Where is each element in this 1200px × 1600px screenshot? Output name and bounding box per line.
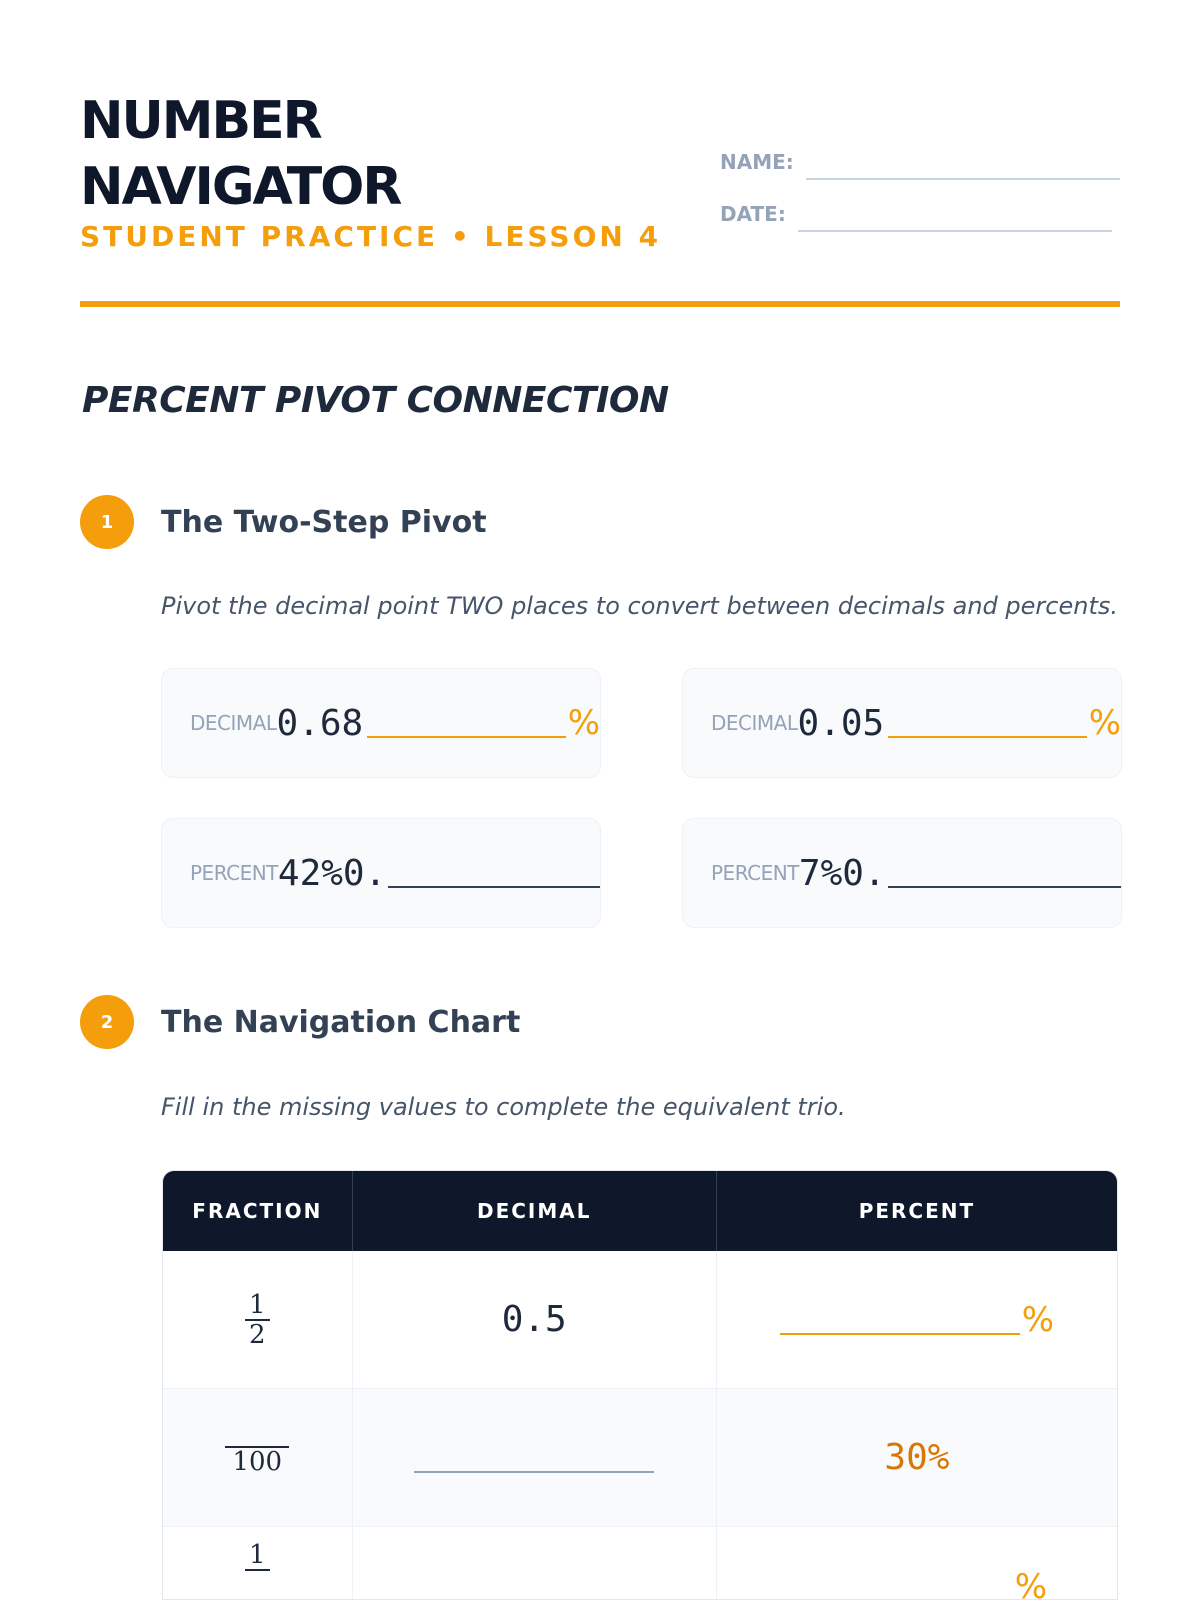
fraction-cell <box>163 1389 353 1526</box>
step-1-badge: 1 <box>80 495 134 549</box>
navigation-chart-table <box>162 1170 1118 1600</box>
pivot-card-4 <box>682 818 1122 928</box>
pivot-card-3 <box>161 818 601 928</box>
percent-sign: % <box>1021 1299 1055 1340</box>
decimal-cell <box>353 1527 717 1600</box>
pivot-card-2 <box>682 668 1122 778</box>
decimal-value: 0.5 <box>501 1299 567 1340</box>
date-label: DATE: <box>720 202 786 226</box>
denominator: 2 <box>249 1319 266 1350</box>
section-title: PERCENT PIVOT CONNECTION <box>82 380 669 421</box>
percent-cell <box>717 1527 1117 1600</box>
percent-sign: % <box>1014 1567 1047 1600</box>
header-divider <box>80 301 1120 307</box>
table-row <box>163 1389 1117 1527</box>
pivot-card-1 <box>161 668 601 778</box>
decimal-blank[interactable] <box>414 1443 654 1473</box>
table-row <box>163 1251 1117 1389</box>
step-2-heading <box>80 995 520 1049</box>
answer-blank[interactable] <box>888 708 1087 738</box>
fraction <box>245 1291 270 1349</box>
step-1-instruction: Pivot the decimal point TWO places to convert between decimals and percents. <box>161 592 1118 620</box>
percent-blank[interactable] <box>780 1305 1020 1335</box>
header-percent: PERCENT <box>858 1199 976 1223</box>
denominator: 100 <box>232 1446 283 1477</box>
decimal-cell <box>353 1251 717 1388</box>
step-1-heading <box>80 495 487 549</box>
title-line-1: NUMBER <box>80 91 321 151</box>
percent-cell <box>717 1389 1117 1526</box>
name-line[interactable] <box>806 152 1120 180</box>
card-label: PERCENT <box>711 861 799 885</box>
name-label: NAME: <box>720 150 794 174</box>
card-value: 0.68 <box>276 702 364 744</box>
student-info-fields <box>720 128 1120 232</box>
worksheet-subtitle: STUDENT PRACTICE • LESSON 4 <box>80 220 662 253</box>
table-row <box>163 1527 1117 1600</box>
answer-blank[interactable] <box>888 858 1121 888</box>
percent-value: 30% <box>884 1437 950 1478</box>
percent-sign: % <box>567 703 600 743</box>
fraction <box>225 1440 289 1476</box>
fraction-cell <box>163 1527 353 1600</box>
decimal-cell <box>353 1389 717 1526</box>
numerator: 1 <box>245 1291 270 1321</box>
card-label: DECIMAL <box>711 711 798 735</box>
title-line-2: NAVIGATOR <box>80 157 401 217</box>
answer-blank[interactable] <box>388 858 600 888</box>
step-2-title: The Navigation Chart <box>161 1004 521 1040</box>
name-field[interactable] <box>720 128 1120 180</box>
step-2-instruction: Fill in the missing values to complete the equivalent trio. <box>161 1093 846 1121</box>
date-field[interactable] <box>720 180 1112 232</box>
percent-cell <box>717 1251 1117 1388</box>
answer-blank[interactable] <box>367 708 566 738</box>
step-2-badge: 2 <box>80 995 134 1049</box>
card-label: PERCENT <box>190 861 278 885</box>
step-1-title: The Two-Step Pivot <box>161 504 487 540</box>
decimal-prefix: 0. <box>342 852 387 894</box>
header-decimal: DECIMAL <box>353 1171 717 1251</box>
fraction-cell <box>163 1251 353 1388</box>
fraction <box>245 1541 270 1571</box>
date-line[interactable] <box>798 204 1112 232</box>
numerator: 1 <box>245 1541 270 1571</box>
header-fraction: FRACTION <box>163 1171 353 1251</box>
worksheet-header <box>80 88 1120 308</box>
card-label: DECIMAL <box>190 711 277 735</box>
card-value: 42% <box>277 852 343 894</box>
decimal-prefix: 0. <box>842 852 886 894</box>
card-value: 0.05 <box>797 702 885 744</box>
table-header <box>163 1171 1117 1251</box>
percent-sign: % <box>1088 703 1121 743</box>
card-value: 7% <box>798 852 843 894</box>
